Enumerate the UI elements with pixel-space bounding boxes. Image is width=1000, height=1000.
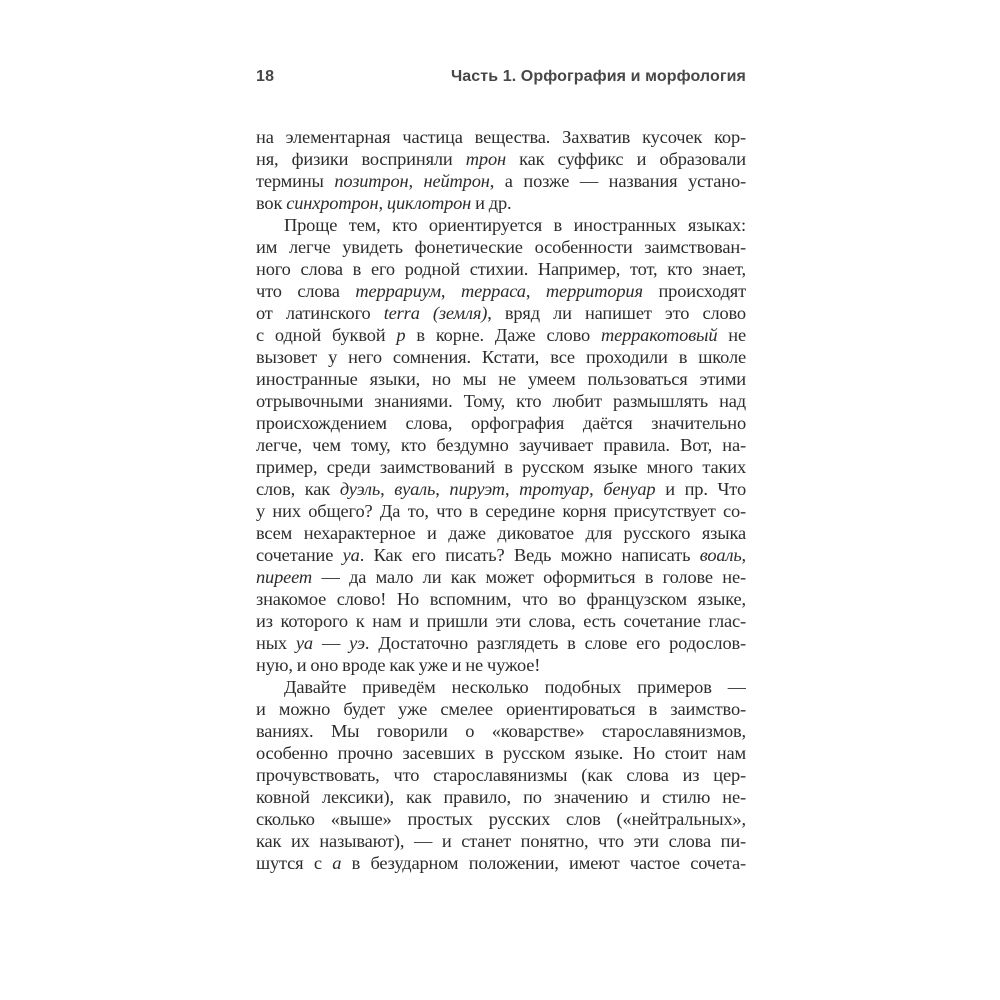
text-line: пример, среди заимствований в русском языке много таких bbox=[256, 457, 746, 477]
text-line: вок синхротрон, циклотрон и др. bbox=[256, 193, 512, 213]
text-line: ня, физики восприняли трон как суффикс и образовали bbox=[256, 149, 746, 169]
text-line: всем нехарактерное и даже диковатое для русского языка bbox=[256, 523, 746, 543]
text-line: ковной лексики), как правило, по значению и стилю не- bbox=[256, 787, 746, 807]
text-line: отрывочными знаниями. Тому, кто любит размышлять над bbox=[256, 391, 746, 411]
page-number: 18 bbox=[256, 68, 275, 85]
text-line: с одной буквой р в корне. Даже слово терракотовый не bbox=[256, 325, 746, 345]
text-line: ную, и оно вроде как уже и не чужое! bbox=[256, 655, 541, 675]
text-line: ных уа — уэ. Достаточно разглядеть в слове его родослов- bbox=[256, 633, 746, 653]
text-line: на элементарная частица вещества. Захватив кусочек кор- bbox=[256, 127, 746, 147]
text-line: Давайте приведём несколько подобных примеров — bbox=[284, 677, 746, 697]
text-line: легче, чем тому, кто бездумно заучивает правила. Вот, на- bbox=[256, 435, 746, 455]
text-line: слов, как дуэль, вуаль, пируэт, тротуар, бенуар и пр. Что bbox=[256, 479, 746, 499]
text-line: особенно прочно засевших в русском языке. Но стоит нам bbox=[256, 743, 746, 763]
text-line: происхождением слова, орфография даётся значительно bbox=[256, 413, 746, 433]
page-header bbox=[256, 68, 746, 85]
text-line: Проще тем, кто ориентируется в иностранных языках: bbox=[284, 215, 746, 235]
text-line: сколько «выше» простых русских слов («нейтральных», bbox=[256, 809, 746, 829]
text-line: как их называют), — и станет понятно, что эти слова пи- bbox=[256, 831, 746, 851]
text-line: им легче увидеть фонетические особенности заимствован- bbox=[256, 237, 746, 257]
body-text bbox=[256, 126, 746, 874]
text-line: из которого к нам и пришли эти слова, есть сочетание глас- bbox=[256, 611, 746, 631]
text-line: что слова террариум, терраса, территория происходят bbox=[256, 281, 746, 301]
text-line: термины позитрон, нейтрон, а позже — названия устано- bbox=[256, 171, 746, 191]
text-line: иностранные языки, но мы не умеем пользоваться этими bbox=[256, 369, 746, 389]
text-line: знакомое слово! Но вспомним, что во французском языке, bbox=[256, 589, 746, 609]
text-line: шутся с а в безударном положении, имеют частое сочета- bbox=[256, 853, 746, 873]
text-line: ваниях. Мы говорили о «коварстве» старославянизмов, bbox=[256, 721, 746, 741]
running-head: Часть 1. Орфография и морфология bbox=[450, 68, 746, 85]
text-line: и можно будет уже смелее ориентироваться в заимство- bbox=[256, 699, 746, 719]
text-line: вызовет у него сомнения. Кстати, все проходили в школе bbox=[256, 347, 746, 367]
text-line: прочувствовать, что старославянизмы (как слова из цер- bbox=[256, 765, 746, 785]
text-line: пиреет — да мало ли как может оформиться в голове не- bbox=[256, 567, 746, 587]
text-line: от латинского terra (земля), вряд ли напишет это слово bbox=[256, 303, 746, 323]
text-line: ного слова в его родной стихии. Например, тот, кто знает, bbox=[256, 259, 746, 279]
text-line: сочетание уа. Как его писать? Ведь можно написать воаль, bbox=[256, 545, 746, 565]
text-line: у них общего? Да то, что в середине корня присутствует со- bbox=[256, 501, 746, 521]
